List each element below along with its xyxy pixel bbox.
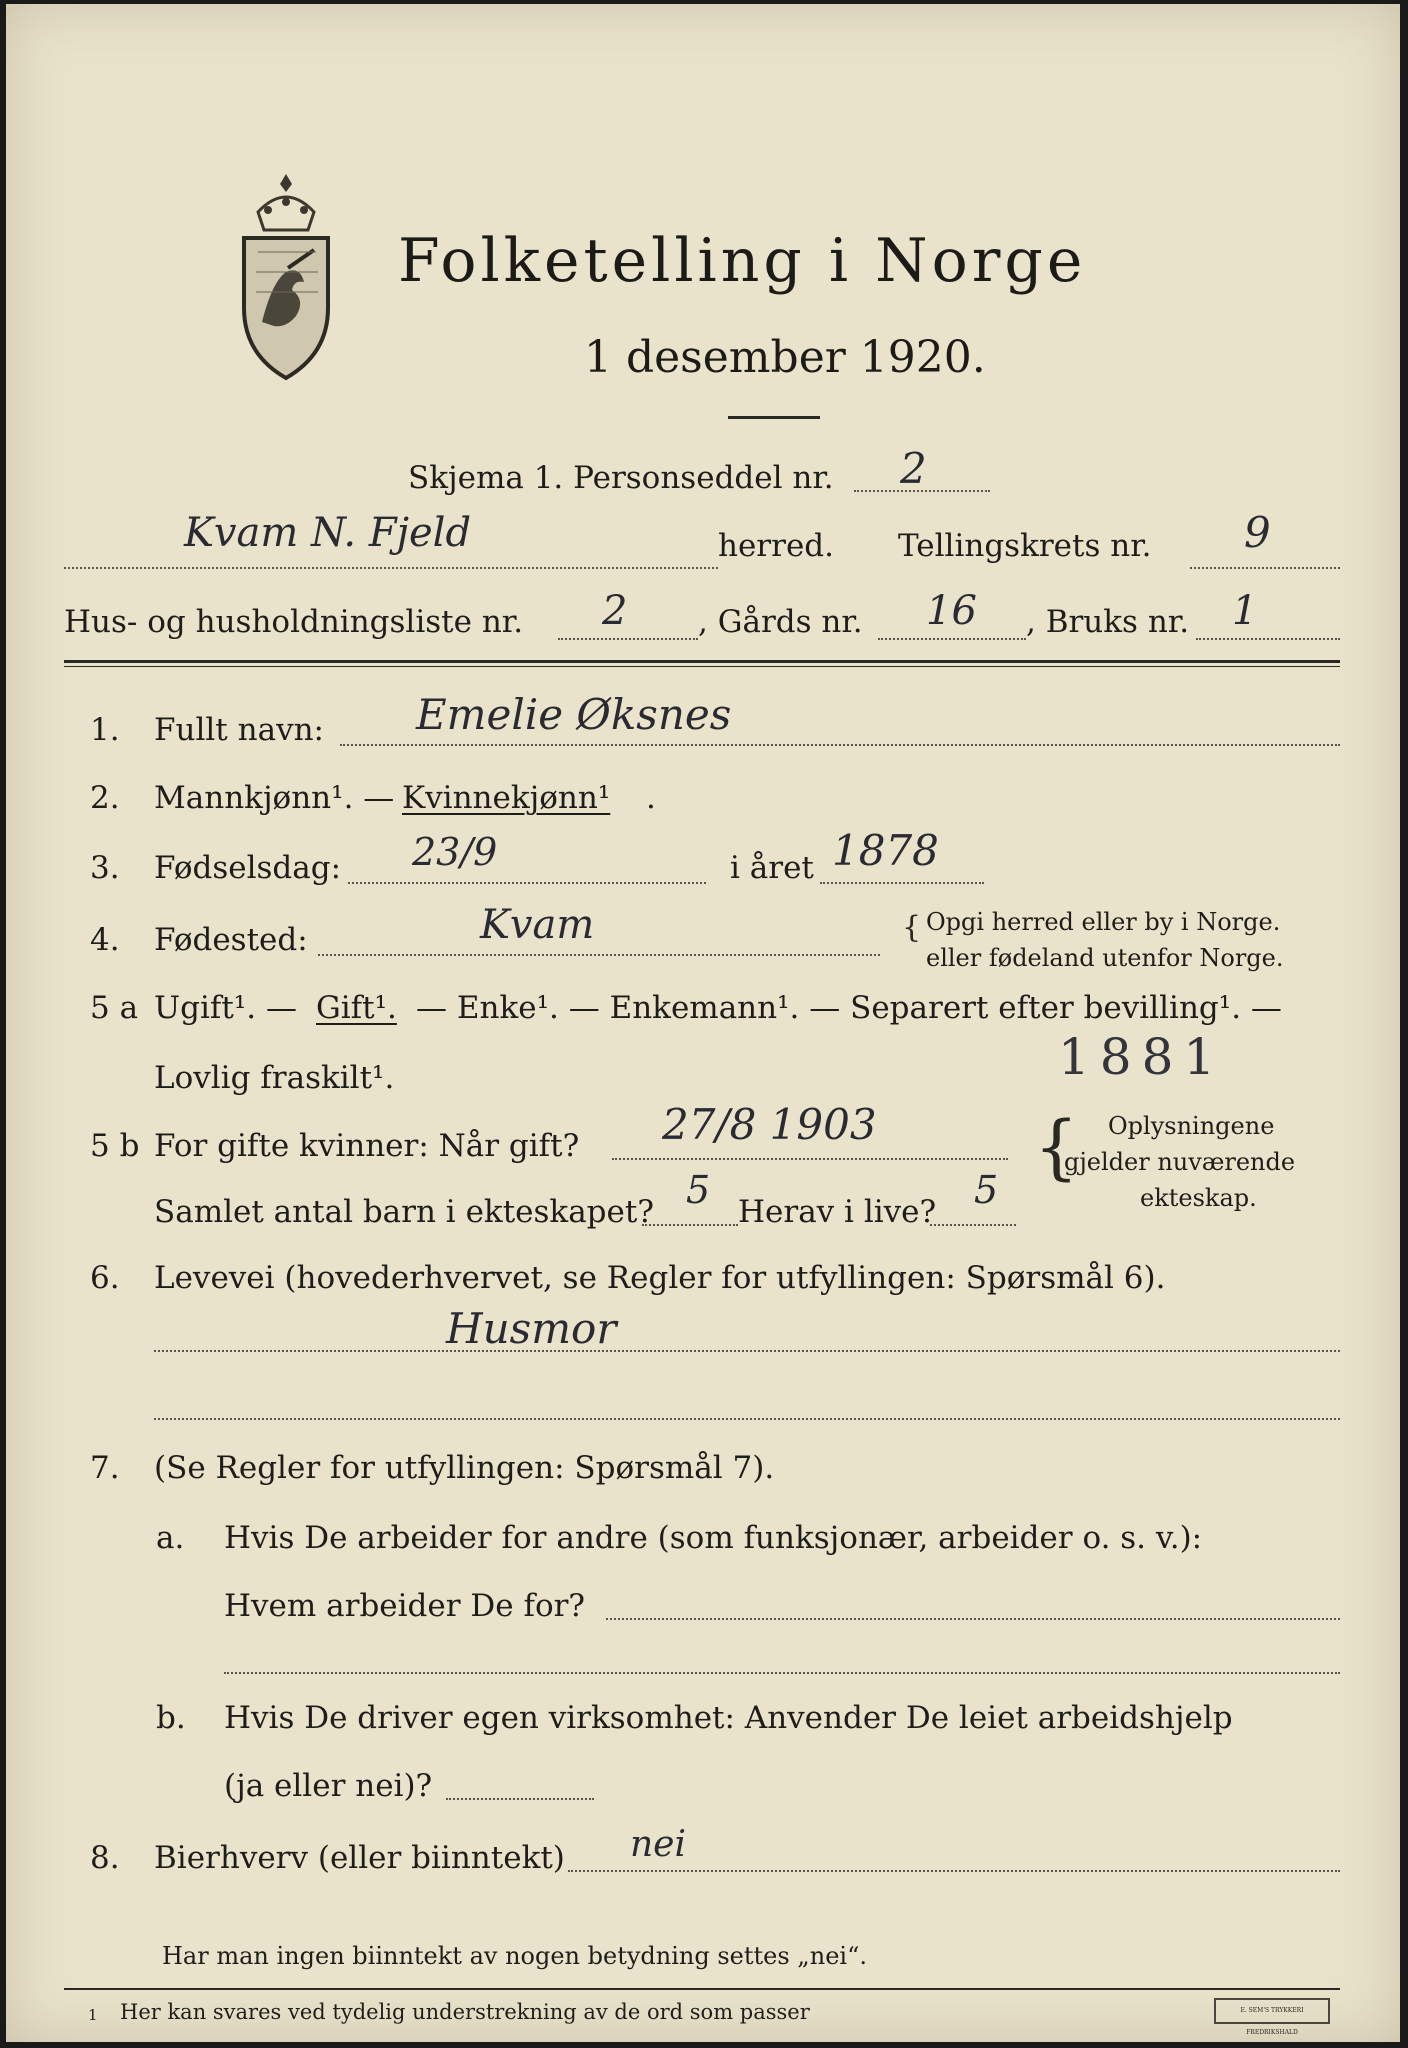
q5b-dots [612, 1158, 1008, 1160]
q7-label: (Se Regler for utfyllingen: Spørsmål 7). [154, 1450, 775, 1486]
krets-label: Tellingskrets nr. [898, 528, 1152, 564]
q5b-note-line1: Oplysningene [1108, 1112, 1275, 1140]
q1-dots [340, 744, 1340, 746]
q5b-children-value: 5 [686, 1168, 711, 1212]
q5b-note-line3: ekteskap. [1140, 1184, 1257, 1212]
q7a-label: Hvis De arbeider for andre (som funksjonær, arbeider o. s. v.): [224, 1520, 1203, 1556]
q1-value: Emelie Øksnes [416, 690, 732, 739]
q3-year-dots [820, 882, 984, 884]
q5b-alive-dots [930, 1224, 1016, 1226]
q1-number: 1. [90, 712, 120, 748]
section-rule-bottom [64, 666, 1340, 667]
section-rule-top [64, 660, 1340, 663]
page-title: Folketelling i Norge [398, 226, 1087, 296]
gard-dots [878, 638, 1026, 640]
q7a-dots-2 [224, 1672, 1340, 1674]
q6-value: Husmor [446, 1304, 617, 1353]
coat-of-arms-icon [228, 172, 344, 382]
q4-label: Fødested: [154, 922, 308, 958]
herred-value: Kvam N. Fjeld [184, 510, 472, 556]
q7a-dots-1 [606, 1618, 1340, 1620]
schema-value: 2 [900, 444, 927, 493]
header-divider [728, 416, 820, 419]
q4-note-line1: Opgi herred eller by i Norge. [926, 908, 1281, 936]
q8-value: nei [630, 1824, 687, 1865]
q3-dots [348, 882, 706, 884]
q1-label: Fullt navn: [154, 712, 324, 748]
q5a-margin-note: 1881 [1058, 1028, 1226, 1086]
q4-value: Kvam [480, 902, 595, 948]
q7b-dots [446, 1798, 594, 1800]
hus-dots [558, 638, 698, 640]
q7b-label-2: (ja eller nei)? [224, 1768, 433, 1804]
q3-label: Fødselsdag: [154, 850, 342, 886]
q2-label-end: . [646, 780, 656, 816]
q5a-gift: Gift¹. [316, 990, 397, 1026]
q3-number: 3. [90, 850, 120, 886]
q8-label: Bierhverv (eller biinntekt) [154, 1840, 565, 1876]
q5b-children-label: Samlet antal barn i ekteskapet? [154, 1194, 654, 1230]
q5b-note-brace: { [1034, 1106, 1079, 1188]
q5b-children-dots [642, 1224, 738, 1226]
footnote-text: Her kan svares ved tydelig understrekning av de ord som passer [120, 2000, 810, 2024]
footer-rule [64, 1988, 1340, 1990]
q4-note-line2: eller fødeland utenfor Norge. [926, 944, 1284, 972]
printer-stamp: E. SEM'S TRYKKERI FREDRIKSHALD [1214, 1998, 1330, 2024]
q3-value: 23/9 [412, 830, 498, 874]
q5a-rest: — Enke¹. — Enkemann¹. — Separert efter bevilling¹. — [416, 990, 1282, 1026]
hus-value: 2 [602, 588, 628, 634]
q4-dots [318, 954, 880, 956]
q7a-letter: a. [156, 1520, 185, 1556]
q6-number: 6. [90, 1260, 120, 1296]
gard-label: , Gårds nr. [698, 604, 863, 640]
q5b-number: 5 b [90, 1128, 140, 1164]
bruk-dots [1196, 638, 1340, 640]
herred-label: herred. [718, 528, 834, 564]
q8-number: 8. [90, 1840, 120, 1876]
hus-label: Hus- og husholdningsliste nr. [64, 604, 524, 640]
q3-year-label: i året [730, 850, 814, 886]
q4-number: 4. [90, 922, 120, 958]
footer-note: Har man ingen biinntekt av nogen betydning settes „nei“. [162, 1942, 867, 1970]
herred-dots [64, 567, 718, 569]
q4-note-brace: { [902, 910, 922, 945]
footnote-number: 1 [88, 2006, 98, 2024]
gard-value: 16 [926, 588, 977, 634]
census-form-page [6, 4, 1400, 2042]
q6-dots-1 [154, 1350, 1340, 1352]
q3-year-value: 1878 [832, 826, 939, 875]
q7b-label: Hvis De driver egen virksomhet: Anvender De leiet arbeidshjelp [224, 1700, 1233, 1736]
census-date: 1 desember 1920. [584, 332, 986, 383]
q2-label-mann: Mannkjønn¹. — [154, 780, 395, 816]
bruk-value: 1 [1232, 588, 1258, 634]
q2-label-kvinne: Kvinnekjønn¹ [402, 780, 611, 816]
bruk-label: , Bruks nr. [1026, 604, 1190, 640]
q5a-fraskilt: Lovlig fraskilt¹. [154, 1060, 395, 1096]
q5a-number: 5 a [90, 990, 139, 1026]
krets-value: 9 [1244, 508, 1271, 557]
q5b-alive-label: Herav i live? [738, 1194, 937, 1230]
q5b-note-line2: gjelder nuværende [1064, 1148, 1296, 1176]
krets-dots [1190, 567, 1340, 569]
schema-label: Skjema 1. Personseddel nr. [408, 460, 834, 496]
q5b-value: 27/8 1903 [662, 1100, 877, 1149]
q7a-label-2: Hvem arbeider De for? [224, 1588, 586, 1624]
q5b-label: For gifte kvinner: Når gift? [154, 1128, 580, 1164]
q5b-alive-value: 5 [974, 1168, 999, 1212]
q6-label: Levevei (hovederhvervet, se Regler for utfyllingen: Spørsmål 6). [154, 1260, 1166, 1296]
q7-number: 7. [90, 1450, 120, 1486]
q7b-letter: b. [156, 1700, 186, 1736]
q8-dots [568, 1870, 1340, 1872]
q2-number: 2. [90, 780, 120, 816]
q6-dots-2 [154, 1418, 1340, 1420]
q5a-ugift: Ugift¹. — [154, 990, 297, 1026]
